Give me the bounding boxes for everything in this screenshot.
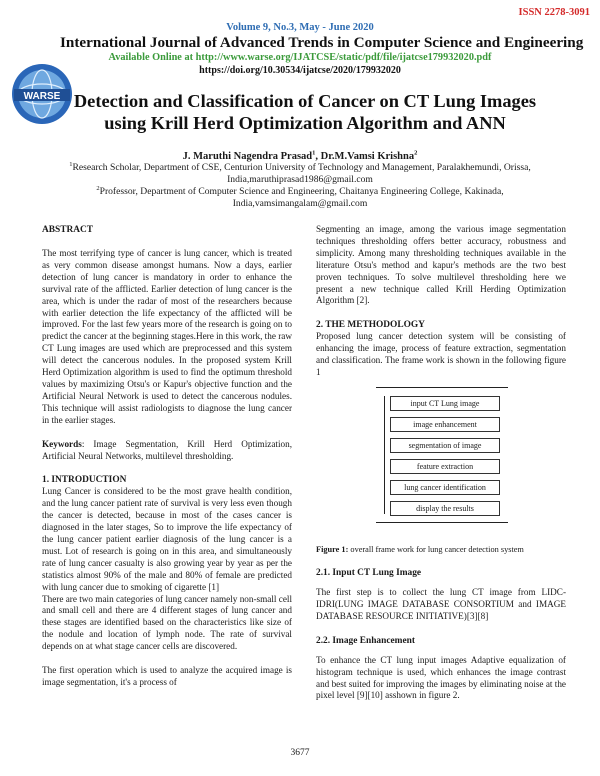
aff1-line-1: Research Scholar, Department of CSE, Centurion University of Technology and Management, Paralakhemundi, Orissa, <box>72 162 531 173</box>
author-2: Dr.M.Vamsi Krishna <box>320 151 415 162</box>
warse-logo <box>10 62 74 126</box>
keywords-text: : Image Segmentation, Krill Herd Optimization, Artificial Neural Networks, multilevel thresholding. <box>42 438 292 461</box>
methodology-text: Proposed lung cancer detection system will be consisting of enhancing the image, process of feature extraction, segmentation and classification. The frame work is shown in the following figure 1 <box>316 331 566 378</box>
keywords <box>42 439 292 463</box>
author-1-sup: 1 <box>312 149 316 157</box>
issn-label: ISSN 2278-3091 <box>518 7 590 18</box>
aff1-sup: 1 <box>69 160 73 168</box>
author-1: J. Maruthi Nagendra Prasad <box>182 151 313 162</box>
author-separator: , <box>315 151 321 162</box>
flow-step: image enhancement <box>390 417 500 432</box>
affiliation-1 <box>30 162 570 186</box>
right-column <box>316 224 566 702</box>
journal-name: International Journal of Advanced Trends in Computer Science and Engineering <box>60 34 584 51</box>
aff2-sup: 2 <box>96 184 100 192</box>
flow-step: feature extraction <box>390 459 500 474</box>
figure-1-caption <box>316 544 566 555</box>
volume-line: Volume 9, No.3, May - June 2020 <box>226 22 374 33</box>
left-column <box>42 224 292 689</box>
abstract-text: The most terrifying type of cancer is lung cancer, which is treated as very common disease amongst humans. Now a days, earlier detection of lung cancer is mandatory in order to enhance the survival rate of the afflicted. Earlier detection of lung cancer is the area, which is under the radar of most of the researchers because with earlier detection the life expectancy of the afflicted will be improved. For the last few years more of the research is going on to predict the cancer at the beginning stages.Here in this work, the raw CT Lung images are used which are preprocessed and this system will detect the cancerous nodules. In the proposed system Krill Herd Optimization algorithm is used to find the optimum threshold values by maximizing Otsu's or Kapur's objective function and the Artificial Neural Network is used to detect the cancerous nodules. This technique will assist radiologists to diagnose the lung cancer in the earlier stages. <box>42 248 292 425</box>
title-line-2: using Krill Herd Optimization Algorithm and ANN <box>104 113 506 133</box>
doi-link[interactable]: https://doi.org/10.30534/ijatcse/2020/179932020 <box>199 65 401 76</box>
flow-step: segmentation of image <box>390 438 500 453</box>
section-2-1-heading: 2.1. Input CT Lung Image <box>316 567 422 578</box>
flowchart-frame <box>376 387 508 523</box>
flow-step: input CT Lung image <box>390 396 500 411</box>
section-2-2-text: To enhance the CT lung input images Adaptive equalization of histogram technique is used, which enhances the image contrast and best suited for improving the images by eliminating noise at the pixel level [9][10] asshown in figure 2. <box>316 654 566 701</box>
introduction-heading: 1. INTRODUCTION <box>42 475 127 486</box>
caption-text: overall frame work for lung cancer detection system <box>348 544 524 554</box>
caption-label: Figure 1: <box>316 544 349 554</box>
aff1-line-2: India,maruthiprasad1986@gmail.com <box>227 174 373 185</box>
page-number: 3677 <box>290 748 310 758</box>
methodology-heading: 2. THE METHODOLOGY <box>316 320 425 331</box>
journal-header <box>60 21 584 77</box>
flow-step: lung cancer identification <box>390 480 500 495</box>
intro-paragraph-1: Lung Cancer is considered to be the most grave health condition, and the lung cancer patient rate of survival is very less even though the cancer is detected, because in most of the cases cancer is diagnosed in the later stages, So to improve the life expectancy of the lung cancer patient earlier diagnosis of the lung cancer is a must. Lot of research is going on in this area, and simultaneously rate of lung cancer casualty is also growing year by year as per the statistics almost 90% of the male and 80% of female are predicted with lung cancer due to smoking of cigarette [1] <box>42 486 292 592</box>
author-2-sup: 2 <box>414 149 418 157</box>
segmentation-paragraph: Segmenting an image, among the various image segmentation techniques thresholding offers better accuracy, robustness and simplicity. Among many thresholding techniques available in the literature Otsu's method and kapur's methods are the two best proven techniques. To solve multilevel thresholding here we present a new technique called Krill Herding Optimization Algorithm [2]. <box>316 224 566 306</box>
available-online-link[interactable]: Available Online at http://www.warse.org/IJATCSE/static/pdf/file/ijatcse179932020.pdf <box>108 52 492 63</box>
figure-1-flowchart <box>316 379 566 542</box>
flow-step: display the results <box>390 501 500 516</box>
affiliation-2 <box>30 186 570 210</box>
aff2-line-2: India,vamsimangalam@gmail.com <box>232 198 368 209</box>
abstract-heading: ABSTRACT <box>42 225 94 235</box>
logo-text: WARSE <box>23 91 61 102</box>
title-line-1: Detection and Classification of Cancer on CT Lung Images <box>73 91 537 111</box>
section-2-1-text: The first step is to collect the lung CT image from LIDC-IDRI(LUNG IMAGE DATABASE CONSORTIUM and IMAGE DATABASE RESOURCE INITIATIVE)[3][8] <box>316 586 566 621</box>
intro-paragraph-3: The first operation which is used to analyze the acquired image is image segmentation, it's a process of <box>42 665 292 687</box>
section-2-2-heading: 2.2. Image Enhancement <box>316 635 415 646</box>
keywords-label: Keywords <box>42 438 82 449</box>
intro-paragraph-2: There are two main categories of lung cancer namely non-small cell and small cell and there are 4 different stages of lung cancer and these stages are identified based on the characteristics like size of the nodule and location of lymph node. The rate of survival depends on at what stage cancer cells are discovered. <box>42 593 292 652</box>
paper-title <box>70 90 540 134</box>
aff2-line-1: Professor, Department of Computer Science and Engineering, Chaitanya Engineering College, Kakinada, <box>99 186 504 197</box>
